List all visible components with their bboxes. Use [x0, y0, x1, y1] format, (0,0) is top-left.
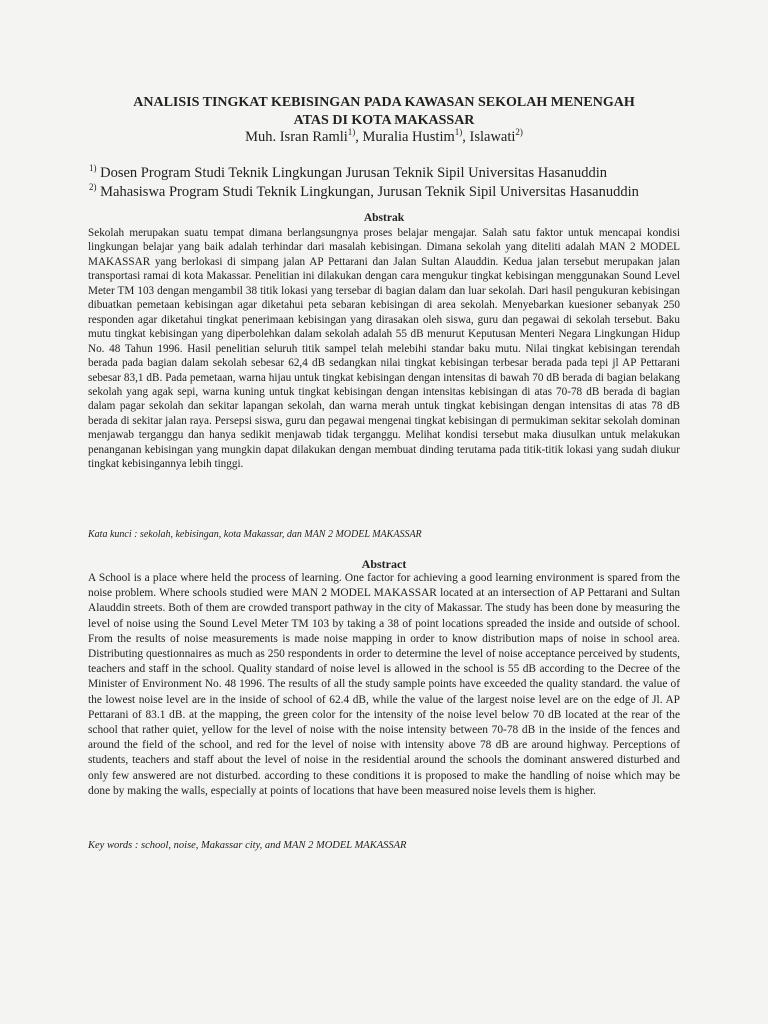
affiliation-text: Dosen Program Studi Teknik Lingkungan Jurusan Teknik Sipil Universitas Hasanuddin [100, 165, 608, 181]
abstract-heading: Abstract [361, 557, 407, 571]
abstract-body: A School is a place where held the process of learning. One factor for achieving a good learning environment is spared from the noise problem. Where schools studied were MAN 2 MODEL MAKASSAR located at an intersection of AP Pettarani and Sultan Alauddin streets. Both of them are crowded transport pathway in the city of Makassar. The study has been done by measuring the level of noise using the Sound Level Meter TM 103 by taking a 38 of point locations spreaded the inside and outside of school. From the results of noise measurements is made noise mapping in order to know distribution maps of noise in school area. Distributing questionnaires as much as 250 respondents in order to determine the level of noise acceptance perceived by students, teachers and staff in the school. Quality standard of noise level is allowed in the school is 55 dB according to the Decree of the Minister of Environment No. 48 1996. The results of all the study sample points have exceeded the quality standard. the value of the lowest noise level are in the inside of school of 62.4 dB, while the value of the largest noise level are on the edge of Jl. AP Pettarani of 83.1 dB. at the mapping, the green color for the intensity of the noise level below 70 dB located at the rear of the school that rather quiet, yellow for the level of noise with the noise intensity between 70-78 dB in the inside of the fences and around the field of the school, and red for the level of noise with intensity above 78 dB are around highway. Perceptions of students, teachers and staff about the level of noise in the residential around the schools the dominant answered disturbed and only few answered are not disturbed. according to these conditions it is proposed to make the handling of noise which may be done by making the walls, especially at points of locations that have been measured noise levels them is higher. [88, 572, 680, 797]
affiliation-text: Mahasiswa Program Studi Teknik Lingkungan, Jurusan Teknik Sipil Universitas Hasanuddin [100, 184, 639, 200]
author-name: Islawati [469, 129, 516, 145]
author-name: Muh. Isran Ramli [245, 129, 348, 145]
abstrak-body: Sekolah merupakan suatu tempat dimana berlangsungnya proses belajar mengajar. Salah satu faktor untuk mencapai kondisi lingkungan belajar yang baik adalah terhindar dari masalah kebisingan. Dimana sekolah yang diteliti adalah MAN 2 MODEL MAKASSAR yang berlokasi di simpang jalan AP Pettarani dan Jalan Sultan Alauddin. Kedua jalan tersebut merupakan jalan transportasi ramai di kota Makassar. Penelitian ini dilakukan dengan cara mengukur tingkat kebisingan menggunakan Sound Level Meter TM 103 dengan mengambil 38 titik lokasi yang tersebar di bagian dalam dan luar sekolah. Dari hasil pengukuran kebisingan dibuatkan pemetaan kebisingan agar diketahui peta sebaran kebisingan di area sekolah. Menyebarkan kuesioner sebanyak 250 responden agar diketahui tingkat penerimaan kebisingan yang dirasakan oleh siswa, guru dan pegawai di sekolah tersebut. Baku mutu tingkat kebisingan yang diperbolehkan dalam sekolah adalah 55 dB menurut Keputusan Menteri Negara Lingkungan Hidup No. 48 Tahun 1996. Hasil penelitian seluruh titik sampel telah melebihi standar baku mutu. Nilai tingkat kebisingan terendah berada pada bagian dalam sekolah sebesar 62,4 dB sedangkan nilai tingkat kebisingan terbesar berada pada tepi jl AP Pettarani sebesar 83,1 dB. Pada pemetaan, warna hijau untuk tingkat kebisingan dengan intensitas di bawah 70 dB berada di bagian belakang sekolah yang agak sepi, warna kuning untuk tingkat kebisingan dengan intensitas kebisingan di atas 70-78 dB berada di bagian dalam pagar sekolah dan sekitar lapangan sekolah, dan warna merah untuk tingkat kebisingan dengan intensitas di atas 78 dB berada di sekitar jalan raya. Persepsi siswa, guru dan pegawai mengenai tingkat kebisingan di permukiman sekitar sekolah dominan menjawab terganggu dan hanya sedikit menjawab tidak terganggu. Melihat kondisi tersebut maka diusulkan untuk melakukan penanganan kebisingan yang mungkin dapat dilakukan dengan membuat dinding terutama pada titik-titik lokasi yang sudah diukur tingkat kebisingannya lebih tinggi. [88, 227, 680, 471]
author-name: Muralia Hustim [362, 129, 455, 145]
abstrak-heading: Abstrak [363, 212, 405, 224]
author-list [0, 128, 768, 146]
affiliation-1 [89, 164, 709, 182]
paper-title-line-1: ANALISIS TINGKAT KEBISINGAN PADA KAWASAN SEKOLAH MENENGAH [133, 95, 635, 110]
affiliation-2 [89, 183, 709, 201]
affiliation-marker: 1) [89, 163, 97, 174]
kata-kunci: Kata kunci : sekolah, kebisingan, kota Makassar, dan MAN 2 MODEL MAKASSAR [88, 529, 422, 540]
paper-title-line-2: ATAS DI KOTA MAKASSAR [293, 113, 475, 128]
author-separator: , [355, 129, 363, 145]
author-affiliation-marker: 1) [454, 127, 463, 138]
author-affiliation-marker: 1) [347, 127, 356, 138]
affiliation-marker: 2) [89, 182, 97, 193]
key-words: Key words : school, noise, Makassar city, and MAN 2 MODEL MAKASSAR [88, 840, 407, 851]
author-separator: , [462, 129, 470, 145]
author-affiliation-marker: 2) [515, 127, 523, 138]
